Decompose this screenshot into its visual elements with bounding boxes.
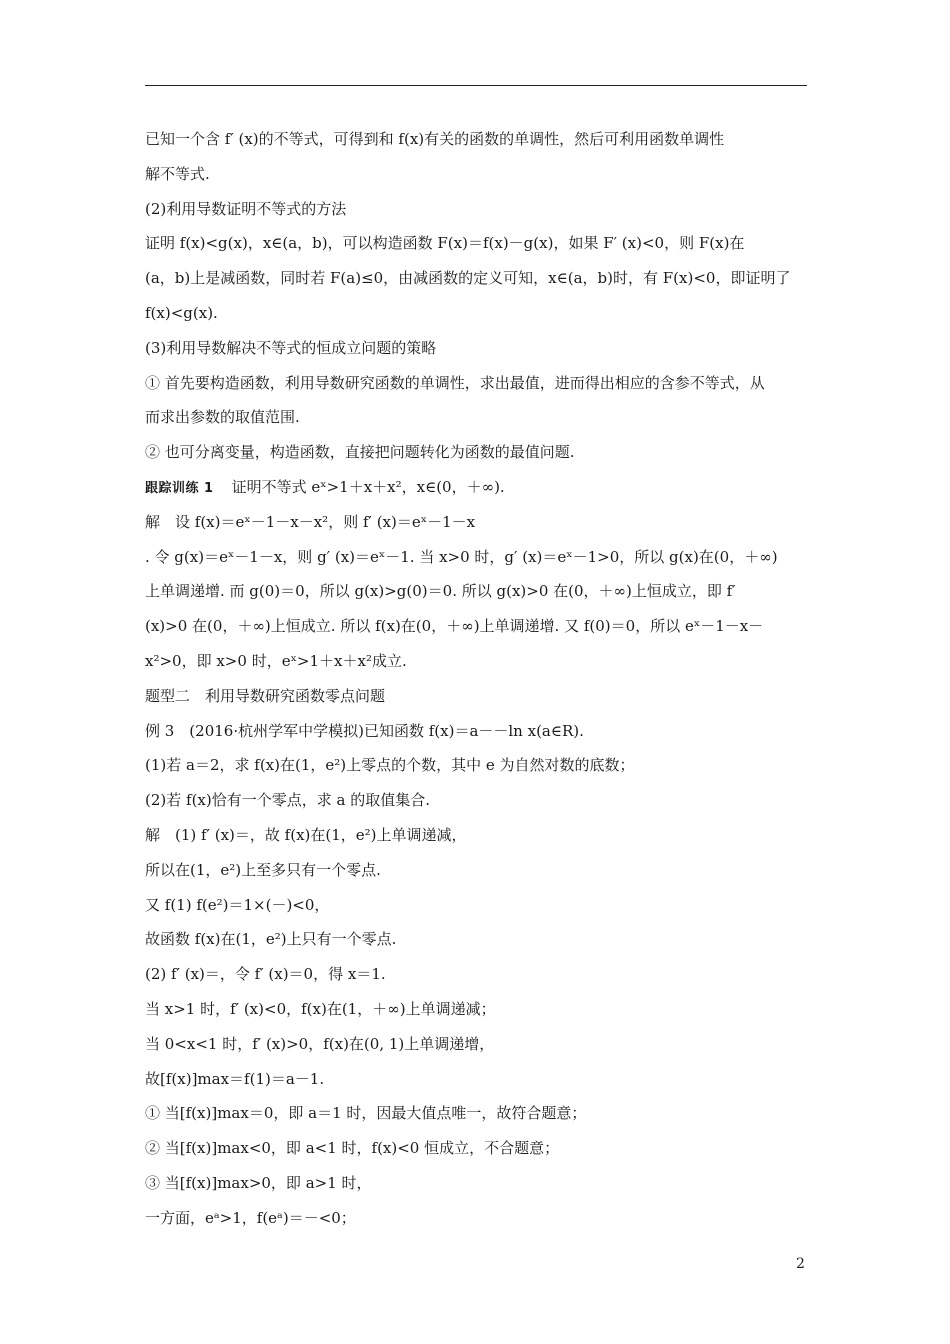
line-text: 已知一个含 f′ (x)的不等式，可得到和 f(x)有关的函数的单调性，然后可利用函数单调性 [145, 130, 725, 148]
line-text: 证明不等式 eˣ>1＋x＋x²，x∈(0，＋∞). [231, 477, 505, 496]
text-line [145, 922, 807, 957]
text-line [145, 296, 807, 331]
line-text: (2)利用导数证明不等式的方法 [145, 199, 347, 218]
text-line [145, 505, 807, 540]
text-line [145, 1131, 807, 1166]
line-text: . 令 g(x)＝eˣ－1－x，则 g′ (x)＝eˣ－1. 当 x>0 时，g′ (x)＝eˣ－1>0，所以 g(x)在(0，＋∞) [145, 547, 778, 566]
text-line [145, 853, 807, 888]
line-text: 解不等式. [145, 164, 210, 183]
text-line [145, 400, 807, 435]
text-line [145, 540, 807, 575]
text-line [145, 192, 807, 227]
line-text: 证明 f(x)<g(x)，x∈(a，b)，可以构造函数 F(x)＝f(x)－g(x)，如果 F′ (x)<0，则 F(x)在 [145, 234, 745, 253]
text-line [145, 226, 807, 261]
text-line [145, 888, 807, 923]
line-text: ① 首先要构造函数，利用导数研究函数的单调性，求出最值，进而得出相应的含参不等式，从 [145, 373, 765, 392]
text-line [145, 1096, 807, 1131]
text-line [145, 331, 807, 366]
header-rule [145, 85, 807, 86]
text-line [145, 957, 807, 992]
text-line [145, 992, 807, 1027]
text-line [145, 609, 807, 644]
text-line [145, 470, 807, 505]
text-line [145, 435, 807, 470]
text-line [145, 644, 807, 679]
line-text: 而求出参数的取值范围. [145, 408, 300, 427]
page-number: 2 [796, 1256, 805, 1272]
line-text: ② 也可分离变量，构造函数，直接把问题转化为函数的最值问题. [145, 443, 575, 462]
line-text: 当 0<x<1 时，f′ (x)>0，f(x)在(0, 1)上单调递增， [145, 1034, 495, 1053]
line-text: (2) f′ (x)＝，令 f′ (x)＝0，得 x＝1. [145, 965, 386, 984]
line-text: x²>0，即 x>0 时，eˣ>1＋x＋x²成立. [145, 651, 407, 670]
text-line [145, 157, 807, 192]
line-text: 当 x>1 时，f′ (x)<0，f(x)在(1，＋∞)上单调递减； [145, 999, 496, 1018]
line-text: ③ 当[f(x)]max>0，即 a>1 时， [145, 1173, 372, 1192]
line-text: 上单调递增. 而 g(0)＝0，所以 g(x)>g(0)＝0. 所以 g(x)>0 在(0，＋∞)上恒成立，即 f′ [145, 582, 736, 601]
line-text: ① 当[f(x)]max＝0，即 a＝1 时，因最大值点唯一，故符合题意； [145, 1104, 587, 1123]
line-text: 又 f(1) f(e²)＝1×(－)<0， [145, 895, 330, 914]
text-line [145, 1201, 807, 1236]
line-text: (1)若 a＝2，求 f(x)在(1，e²)上零点的个数，其中 e 为自然对数的底数； [145, 756, 635, 775]
text-line [145, 1062, 807, 1097]
text-line [145, 714, 807, 749]
line-text: 故函数 f(x)在(1，e²)上只有一个零点. [145, 930, 397, 949]
line-text: 题型二 利用导数研究函数零点问题 [145, 686, 386, 705]
text-line [145, 818, 807, 853]
text-line [145, 366, 807, 401]
text-line [145, 679, 807, 714]
line-text: ② 当[f(x)]max<0，即 a<1 时，f(x)<0 恒成立，不合题意； [145, 1139, 560, 1158]
line-text: 解 (1) f′ (x)＝，故 f(x)在(1，e²)上单调递减， [145, 825, 467, 844]
text-line [145, 1027, 807, 1062]
line-text: f(x)<g(x). [145, 303, 218, 322]
line-text: (a，b)上是减函数，同时若 F(a)≤0，由减函数的定义可知，x∈(a，b)时，有 F(x)<0，即证明了 [145, 269, 791, 288]
line-text: 解 设 f(x)＝eˣ－1－x－x²，则 f′ (x)＝eˣ－1－x [145, 512, 476, 531]
text-line [145, 574, 807, 609]
text-line [145, 1166, 807, 1201]
exercise-tag: 跟踪训练 1 [145, 480, 214, 496]
line-text: 例 3 (2016·杭州学军中学模拟)已知函数 f(x)＝a－－ln x(a∈R). [145, 721, 584, 740]
line-text: (3)利用导数解决不等式的恒成立问题的策略 [145, 338, 437, 357]
line-text: (2)若 f(x)恰有一个零点，求 a 的取值集合. [145, 791, 430, 810]
text-line [145, 261, 807, 296]
text-line [145, 122, 807, 157]
document-body [145, 122, 807, 1236]
text-line [145, 783, 807, 818]
line-text: 故[f(x)]max＝f(1)＝a－1. [145, 1069, 325, 1088]
line-text: (x)>0 在(0，＋∞)上恒成立. 所以 f(x)在(0，＋∞)上单调递增. 又 f(0)＝0，所以 eˣ－1－x－ [145, 617, 764, 636]
line-text: 一方面，eᵃ>1，f(eᵃ)＝－<0； [145, 1208, 356, 1227]
line-text: 所以在(1，e²)上至多只有一个零点. [145, 860, 381, 879]
text-line [145, 748, 807, 783]
